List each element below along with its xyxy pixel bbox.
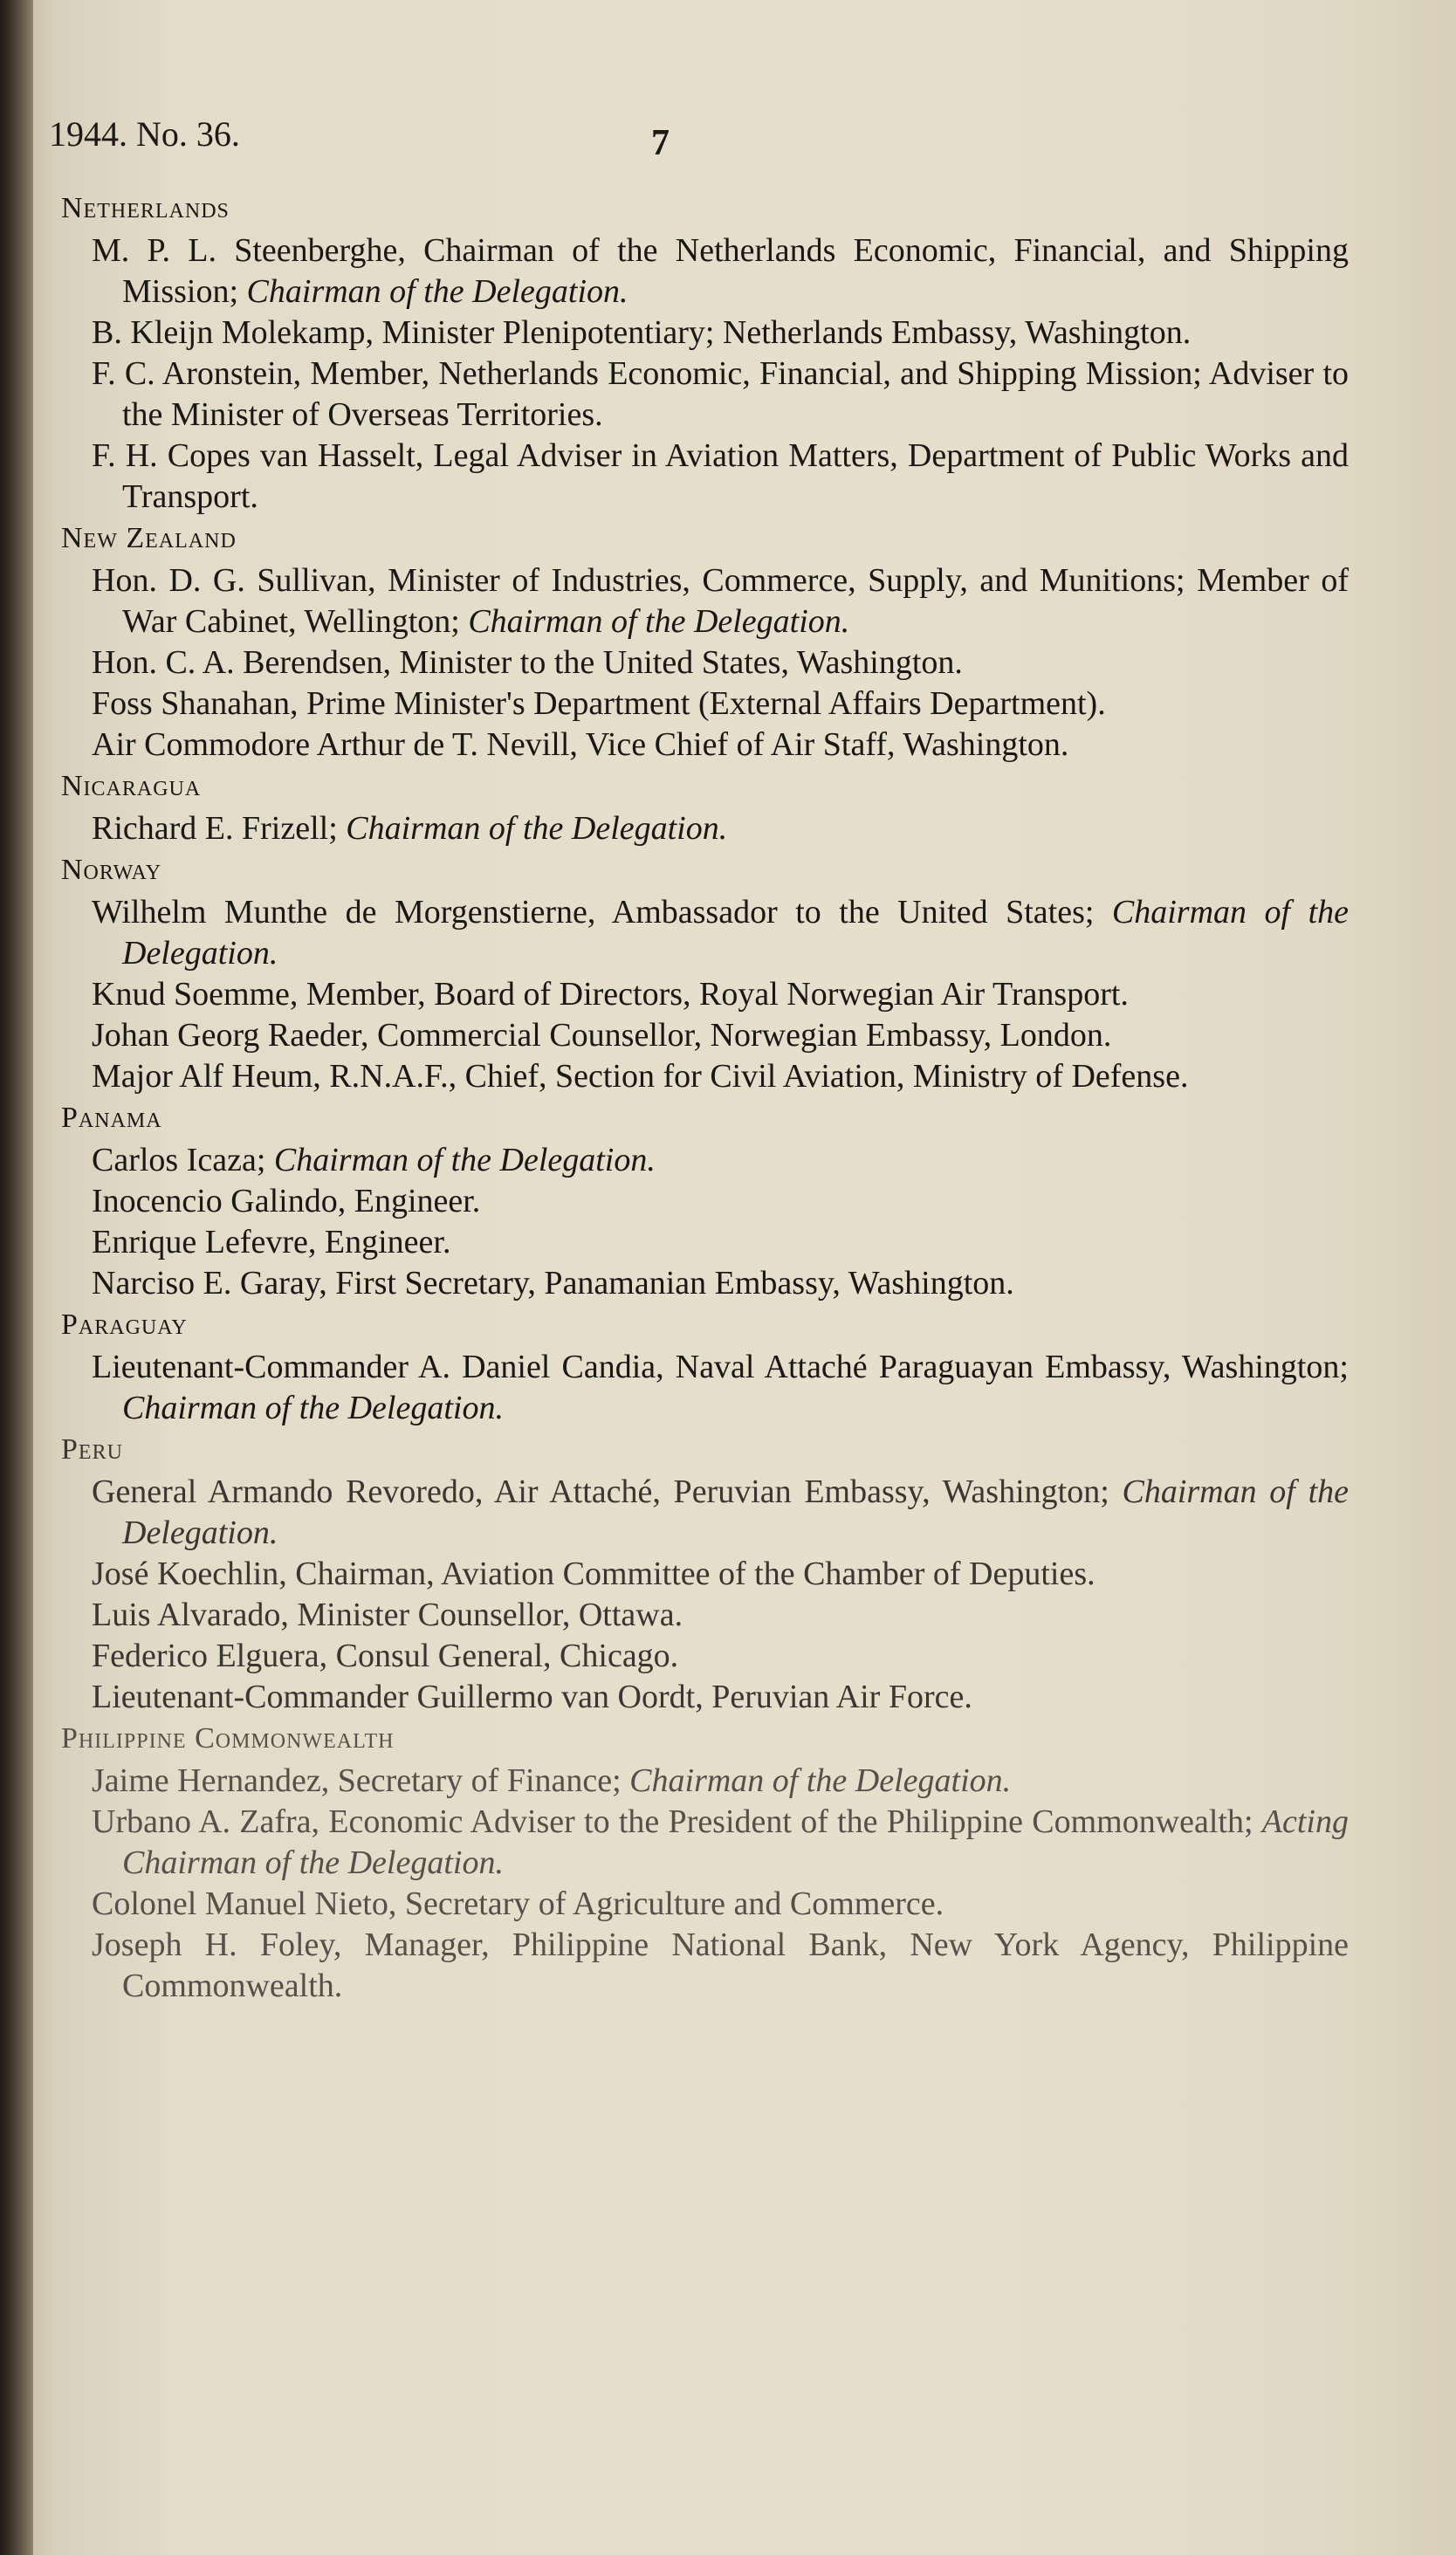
delegation-role: Chairman of the Delegation. [468, 603, 850, 640]
delegate-description: José Koechlin, Chairman, Aviation Committee of the Chamber of Deputies. [92, 1556, 1095, 1592]
delegate-description: Lieutenant-Commander A. Daniel Candia, Naval Attaché Paraguayan Embassy, Washington; [92, 1349, 1349, 1385]
delegation-role: Chairman of the Delegation. [629, 1762, 1012, 1799]
delegation-role: Chairman of the Delegation. [246, 273, 628, 310]
delegate-description: Carlos Icaza; [92, 1142, 274, 1178]
delegate-entry [61, 1636, 1349, 1677]
delegate-entry [61, 725, 1349, 766]
delegate-entry [61, 683, 1349, 725]
delegate-entry [61, 230, 1349, 313]
delegate-entry [61, 1140, 1349, 1181]
delegation-role: Chairman of the Delegation. [273, 1142, 656, 1178]
delegate-entry [61, 436, 1349, 518]
delegate-description: Colonel Manuel Nieto, Secretary of Agriculture and Commerce. [92, 1885, 944, 1922]
delegate-entry [61, 1802, 1349, 1884]
delegate-entry [61, 642, 1349, 683]
country-section [61, 518, 1349, 766]
delegate-description: F. H. Copes van Hasselt, Legal Adviser in Aviation Matters, Department of Public Works and Transport. [92, 437, 1349, 515]
delegate-entry [61, 974, 1349, 1015]
delegate-entry [61, 560, 1349, 642]
delegate-entry [61, 1595, 1349, 1636]
delegate-description: General Armando Revoredo, Air Attaché, Peruvian Embassy, Washington; [92, 1473, 1123, 1510]
delegate-entry [61, 1347, 1349, 1429]
country-section [61, 766, 1349, 849]
country-heading: Netherlands [61, 192, 230, 224]
delegate-entry [61, 1056, 1349, 1097]
delegate-entry [61, 1761, 1349, 1802]
delegate-description: Foss Shanahan, Prime Minister's Department (External Affairs Department). [92, 685, 1106, 722]
country-section [61, 1097, 1349, 1304]
delegate-entry [61, 1222, 1349, 1263]
delegate-description: Hon. C. A. Berendsen, Minister to the United States, Washington. [92, 644, 963, 681]
delegation-role: Chairman of the Delegation. [346, 810, 728, 847]
delegate-description: Joseph H. Foley, Manager, Philippine National Bank, New York Agency, Philippine Commonwealth. [92, 1927, 1349, 2004]
delegate-description: Jaime Hernandez, Secretary of Finance; [92, 1762, 630, 1799]
delegate-entry [61, 1554, 1349, 1595]
page-number: 7 [651, 123, 670, 163]
delegate-description: Enrique Lefevre, Engineer. [92, 1224, 451, 1260]
country-section [61, 849, 1349, 1097]
delegate-description: F. C. Aronstein, Member, Netherlands Economic, Financial, and Shipping Mission; Adviser to the Minister of Overseas Territories. [92, 355, 1349, 433]
delegate-entry [61, 1015, 1349, 1056]
delegate-description: Major Alf Heum, R.N.A.F., Chief, Section for Civil Aviation, Ministry of Defense. [92, 1058, 1189, 1095]
delegate-entry [61, 1472, 1349, 1554]
page-header [49, 113, 1411, 175]
delegate-entry [61, 1884, 1349, 1925]
country-section [61, 1429, 1349, 1718]
delegation-list [61, 188, 1349, 2007]
delegate-description: B. Kleijn Molekamp, Minister Plenipotentiary; Netherlands Embassy, Washington. [92, 314, 1192, 351]
delegate-entry [61, 1925, 1349, 2007]
country-heading: Paraguay [61, 1308, 188, 1341]
delegation-role: Chairman of the Delegation. [122, 1390, 504, 1426]
delegate-description: Lieutenant-Commander Guillermo van Oordt, Peruvian Air Force. [92, 1679, 972, 1715]
delegate-entry [61, 1677, 1349, 1718]
country-heading: Philippine Commonwealth [61, 1722, 395, 1755]
country-section [61, 1718, 1349, 2007]
delegate-description: Knud Soemme, Member, Board of Directors, Royal Norwegian Air Transport. [92, 976, 1129, 1013]
delegate-description: M. P. L. Steenberghe, Chairman of the Netherlands Economic, Financial, and Shipping Mission; [92, 232, 1349, 310]
delegate-description: Johan Georg Raeder, Commercial Counsellor, Norwegian Embassy, London. [92, 1017, 1112, 1054]
delegate-entry [61, 892, 1349, 974]
delegate-description: Richard E. Frizell; [92, 810, 347, 847]
delegate-description: Urbano A. Zafra, Economic Adviser to the President of the Philippine Commonwealth; [92, 1803, 1262, 1840]
country-heading: New Zealand [61, 522, 237, 554]
issue-label: 1944. No. 36. [49, 114, 240, 154]
delegate-entry [61, 1181, 1349, 1222]
delegate-entry [61, 313, 1349, 354]
delegation-role: Chairman of the Delegation. [122, 894, 1349, 972]
delegate-entry [61, 1263, 1349, 1304]
country-heading: Nicaragua [61, 770, 202, 802]
delegate-description: Hon. D. G. Sullivan, Minister of Industries, Commerce, Supply, and Munitions; Member of War Cabinet, Wellington; [92, 562, 1349, 640]
country-heading: Peru [61, 1433, 123, 1466]
delegate-description: Inocencio Galindo, Engineer. [92, 1183, 481, 1219]
delegation-role: Chairman of the Delegation. [122, 1473, 1349, 1551]
delegation-role: Acting Chairman of the Delegation. [122, 1803, 1349, 1881]
delegate-description: Narciso E. Garay, First Secretary, Panamanian Embassy, Washington. [92, 1265, 1014, 1302]
delegate-entry [61, 354, 1349, 436]
country-heading: Panama [61, 1102, 162, 1134]
delegate-description: Wilhelm Munthe de Morgenstierne, Ambassador to the United States; [92, 894, 1112, 931]
book-spine-shadow [0, 0, 33, 2555]
country-section [61, 1304, 1349, 1429]
delegate-description: Air Commodore Arthur de T. Nevill, Vice Chief of Air Staff, Washington. [92, 726, 1069, 763]
country-heading: Norway [61, 854, 162, 886]
delegate-description: Federico Elguera, Consul General, Chicago. [92, 1638, 679, 1674]
delegate-description: Luis Alvarado, Minister Counsellor, Ottawa. [92, 1597, 683, 1633]
delegate-entry [61, 808, 1349, 849]
country-section [61, 188, 1349, 518]
